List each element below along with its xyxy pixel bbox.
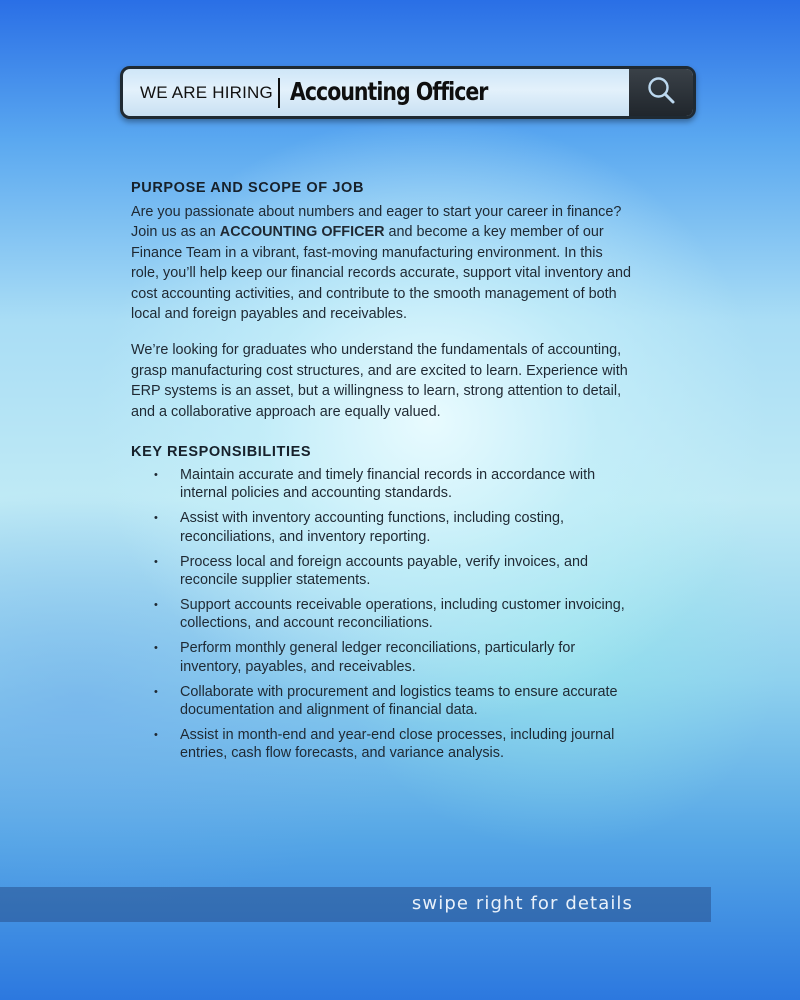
search-icon <box>646 75 676 110</box>
job-description <box>131 180 631 769</box>
list-item: • Support accounts receivable operations, including customer invoicing, collections, and account reconciliations. <box>154 597 625 632</box>
list-item: • Assist in month-end and year-end close processes, including journal entries, cash flow forecasts, and variance analysis. <box>154 726 615 762</box>
bullet: • <box>154 512 158 525</box>
list-item: • Assist with inventory accounting functions, including costing, reconciliations, and inventory reporting. <box>154 510 564 545</box>
search-bar <box>120 66 696 119</box>
job-title: Accounting Officer <box>290 77 488 106</box>
bullet: • <box>154 469 158 482</box>
list-item: • Maintain accurate and timely financial records in accordance with internal policies and accounting standards. <box>154 467 596 502</box>
search-button[interactable] <box>629 69 693 116</box>
purpose-heading: PURPOSE AND SCOPE OF JOB <box>131 180 365 196</box>
swipe-hint: swipe right for details <box>411 893 633 914</box>
bullet: • <box>154 599 158 611</box>
list-item: • Collaborate with procurement and logistics teams to ensure accurate documentation and alignment of financial data. <box>154 683 618 719</box>
purpose-paragraph-1: Are you passionate about numbers and eager to start your career in finance? Join us as an ACCOUNTING OFFICER and become a key member of our Finance Team in a vibrant, fast-moving manufacturing environment. In this role, you’ll help keep our financial records accurate, support vital inventory and cost accounting activities, and contribute to the smooth management of both local and foreign payables and receivables. <box>131 204 631 323</box>
bullet: • <box>154 728 158 741</box>
swipe-banner <box>0 887 711 922</box>
bullet: • <box>154 642 158 655</box>
job-title-emphasis: ACCOUNTING OFFICER <box>219 224 385 241</box>
purpose-paragraph-2: We’re looking for graduates who understand the fundamentals of accounting, grasp manufacturing cost structures, and are excited to learn. Experience with ERP systems is an asset, but a willingness to learn, strong attention to detail, and a collaborative approach are equally valued. <box>131 342 628 420</box>
responsibilities-list <box>131 466 631 763</box>
list-item: • Perform monthly general ledger reconciliations, particularly for inventory, payables, and receivables. <box>154 640 576 675</box>
bullet: • <box>154 555 158 568</box>
list-item: • Process local and foreign accounts payable, verify invoices, and reconcile supplier statements. <box>154 553 588 589</box>
search-divider <box>278 78 280 108</box>
responsibilities-heading: KEY RESPONSIBILITIES <box>131 444 312 461</box>
hiring-label: WE ARE HIRING <box>140 83 273 102</box>
bullet: • <box>154 685 158 698</box>
